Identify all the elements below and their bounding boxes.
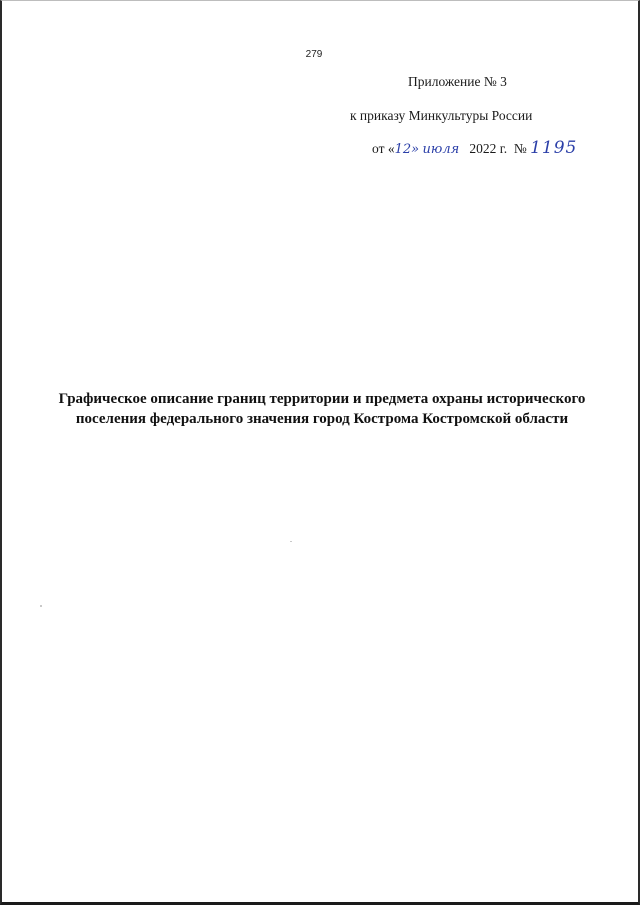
- document-title: [42, 389, 602, 429]
- scan-speck: [290, 541, 292, 542]
- title-line-1: Графическое описание границ территории и предмета охраны исторического: [58, 391, 586, 407]
- handwritten-month: июля: [422, 142, 460, 157]
- order-date-line: [320, 137, 580, 159]
- order-reference: к приказу Минкультуры России: [350, 108, 533, 123]
- number-prefix: №: [513, 141, 527, 156]
- date-quote-close: »: [411, 142, 420, 157]
- page-number: 279: [305, 49, 323, 60]
- handwritten-day: 12: [394, 142, 412, 157]
- date-year: 2022 г.: [469, 141, 508, 156]
- scan-speck: [40, 605, 42, 607]
- handwritten-order-number: 1195: [530, 138, 578, 158]
- appendix-label: Приложение № 3: [408, 74, 507, 89]
- date-prefix: от «: [372, 141, 395, 156]
- appendix-header: [320, 73, 580, 159]
- title-line-2: поселения федерального значения город Кострома Костромской области: [75, 411, 569, 427]
